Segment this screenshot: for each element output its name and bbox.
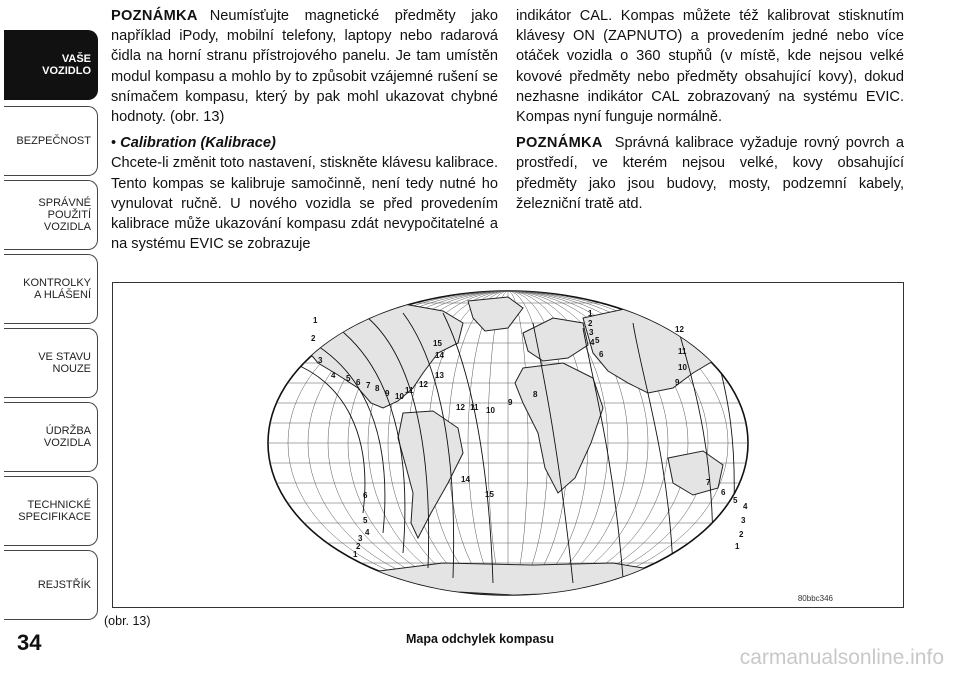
zone-label: 5 [346, 374, 351, 383]
zone-label: 8 [375, 384, 380, 393]
zone-label: 4 [365, 528, 370, 537]
zone-label: 11 [405, 386, 414, 395]
zone-label: 2 [311, 334, 316, 343]
zone-label: 5 [595, 336, 600, 345]
zone-label: 4 [331, 371, 336, 380]
zone-label: 7 [366, 381, 371, 390]
zone-label: 1 [588, 309, 593, 318]
zone-label: 6 [599, 350, 604, 359]
zone-label: 11 [678, 347, 687, 356]
antarctica [363, 563, 673, 595]
note-text: Neumísťujte magnetické předměty jako například iPody, mobilní telefony, laptopy nebo radarová čidla na horní stranu přístrojového panelu. Je tam umístěn modul kompasu a mohlo by to způsobit vzájemné rušení se snímačem kompasu, který by pak mohl ukazovat chybné hodnoty. (obr. 13) [111, 8, 498, 126]
zone-label: 15 [485, 490, 494, 499]
note-paragraph-1 [111, 6, 498, 127]
zone-label: 3 [318, 356, 323, 365]
tab-bezpecnost[interactable]: BEZPEČNOST [4, 106, 98, 176]
zone-label: 13 [435, 371, 444, 380]
tab-technicke-specifikace[interactable]: TECHNICKÉ SPECIFIKACE [4, 476, 98, 546]
zone-label: 3 [589, 328, 594, 337]
bullet-heading: • Calibration (Kalibrace) [111, 135, 276, 152]
zone-label: 9 [675, 378, 680, 387]
zone-label: 6 [356, 378, 361, 387]
figure-title: Mapa odchylek kompasu [406, 632, 554, 646]
zone-label: 9 [385, 389, 390, 398]
tab-kontrolky-a-hlaseni[interactable]: KONTROLKY A HLÁŠENÍ [4, 254, 98, 324]
tab-udrzba-vozidla[interactable]: ÚDRŽBA VOZIDLA [4, 402, 98, 472]
tab-spravne-pouziti-vozidla[interactable]: SPRÁVNÉ POUŽITÍ VOZIDLA [4, 180, 98, 250]
note-paragraph-2 [516, 133, 904, 214]
zone-label: 10 [486, 406, 495, 415]
note-label: POZNÁMKA [516, 135, 603, 152]
zone-label: 12 [419, 380, 428, 389]
zone-label: 1 [313, 316, 318, 325]
world-map-illustration [113, 283, 903, 607]
zone-label: 4 [743, 502, 748, 511]
bullet-title: Calibration (Kalibrace) [120, 135, 276, 152]
calibration-continuation: indikátor CAL. Kompas můžete též kalibrovat stisknutím klávesy ON (ZAPNUTO) a provedením jedné nebo více otáček vozidla o 360 stupňů (v místě, kde nejsou velké kovové předměty nebo předměty obsahující kovy), dokud nezhasne indikátor CAL zobrazovaný na systému EVIC. Kompas nyní funguje normálně. [516, 8, 904, 126]
zone-label: 2 [356, 542, 361, 551]
zone-label: 6 [721, 488, 726, 497]
zone-label: 5 [363, 516, 368, 525]
left-column [111, 6, 498, 260]
note-text: Správná kalibrace vyžaduje rovný povrch a prostředí, ve kterém nejsou velké, kovy obsahující předměty jako jsou budovy, mosty, podzemní kabely, železniční tratě atd. [516, 135, 904, 212]
zone-label: 7 [706, 478, 711, 487]
zone-label: 2 [588, 319, 593, 328]
zone-label: 15 [433, 339, 442, 348]
zone-label: 1 [735, 542, 740, 551]
right-column [516, 6, 904, 220]
note-label: POZNÁMKA [111, 8, 198, 24]
watermark-text: carmanualsonline.info [739, 646, 944, 669]
tab-ve-stavu-nouze[interactable]: VE STAVU NOUZE [4, 328, 98, 398]
zone-label: 5 [733, 496, 738, 505]
zone-label: 9 [508, 398, 513, 407]
figure-caption: (obr. 13) [104, 614, 151, 628]
zone-label: 3 [358, 534, 363, 543]
zone-label: 3 [741, 516, 746, 525]
page-number: 34 [17, 630, 42, 655]
zone-label: 10 [395, 392, 404, 401]
chapter-tabs [0, 0, 98, 620]
zone-label: 1 [353, 550, 358, 559]
zone-label: 2 [739, 530, 744, 539]
zone-label: 11 [470, 403, 479, 412]
compass-variance-figure [112, 282, 904, 608]
zone-label: 6 [363, 491, 368, 500]
zone-label: 14 [461, 475, 470, 484]
tab-rejstrik[interactable]: REJSTŘÍK [4, 550, 98, 620]
zone-label: 12 [456, 403, 465, 412]
zone-label: 4 [590, 338, 595, 347]
zone-label: 14 [435, 351, 444, 360]
zone-label: 10 [678, 363, 687, 372]
tab-vase-vozidlo[interactable]: VAŠE VOZIDLO [4, 30, 98, 100]
calibration-paragraph: Chcete-li změnit toto nastavení, stiskněte klávesu kalibrace. Tento kompas se kalibruje samočinně, není tedy nutné ho vynulovat ručně. U nového vozidla se před provedením kalibrace může ukazování kompasu zdát nevypočitatelné a na systému EVIC se zobrazuje [111, 155, 498, 253]
zone-label: 8 [533, 390, 538, 399]
figure-code: 80bbc346 [797, 594, 833, 603]
zone-label: 12 [675, 325, 684, 334]
